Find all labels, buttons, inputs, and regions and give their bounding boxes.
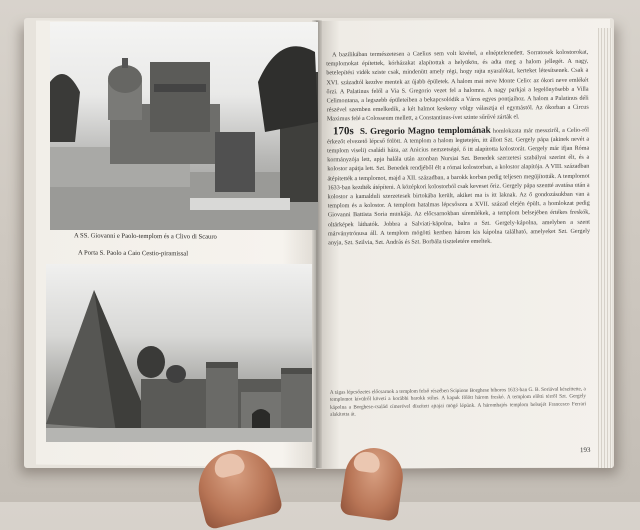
photo-pyramid-porta-san-paolo (46, 264, 312, 442)
photo-caption-top: A SS. Giovanni e Paolo-templom és a Clivo di Scauro (73, 232, 217, 241)
photo-church-santi-giovanni-e-paolo (50, 22, 318, 230)
right-page-text (326, 49, 592, 412)
intro-paragraph: A bazilikában természetesen a Caelius sem volt kivétel, a elnéptelenedett. Sorratosek kolostorokat, templomokat építettek, kórházakat alapítottak a helyükön, és adta meg a halom jellegét. A nagy, betelepítési vidék sziste csak, mindenütt amely régi, hogy rajta nyaralókat, kerteket létesítsenek. Csak a XVI. századtól kezdve mentek az újabb épületek. A halom mai neve Monte Celio: az ókori neve emlékét őrzi. A Palatinus felől a Via S. Gregorio vezet fel a halomra. A nagy parkjai a legelőnyösebb a Villa Celimontana, a legszebb épületeiben a bekapcsolódik a Város egyes pontjaihoz. A halom a Palatinus déli részével szemben emelkedik, a két halmot keskeny völgy választja el egymástól. Az ókorban a Circus Maximus felé a Colosseum mellett, a Constantinus-ívet szinte sűrűvé zárták el. (326, 49, 589, 123)
section-paragraph: homlokzata már messziről, a Celio-ról érkezőt elvezető lépcső fölött. A templom a halom legtetején, itt állott Szt. Gergely pápa (akinek nevét a templom viseli) családi háza, az Anicius nemzetségé, ő itt alapította kolostorát. Gergely már ifjan Róma kormányzója lett, apja halála után azonban Nursiai Szt. Benedek szerzetesi szabályai szerint élt, és a kolostor apátja lett. Szt. Benedek rendjéből élt a római kolostorban, a kolostor alapítója. A VIII. században átépítették a templomot, majd a XII. században, a barokk korban pedig teljesen megújították. A templomot 1633-ban kezdték átépíteni. A középkori kolostorból csak keveset őriz. Gergely pápa szentté avatása után a kolostor a kamalduli szerzetesek birtokába került, akiket ma is itt laknak. Az ő gondozásukban van a templom és a kolostor. A templom hatalmas lépcsősora a XVII. század elején épült, a homlokzat pedig Giovanni Battista Soria munkája. Az előcsarnokban síremlékek, a templom belsejében értékes freskók, oltárképek láthatók. Jobbra a Salviati-kápolna, balra a Szt. Gergely-kápolna, amelyben a szent márványtrónusa áll. A templom mögötti kertben három kis kápolna található, amelyeket Szt. Gergely anyja, Szt. Szilvia, Szt. András és Szt. Borbála tiszteletére emeltek. (327, 127, 591, 247)
page-edges (598, 28, 612, 468)
section-title: S. Gregorio Magno templomának (359, 124, 491, 136)
footnote-text: A tágas lépcsőzetes előcsarnok a templom felső részében Scipione Borghese bíboros 1633-ban G. B. Soriával készíttette, a templomot kívülről követi a korábbi barokk stílus. A kapuk fölött három freskó. A templom előtti térről Szt. Gergely kápolna a Borghese-család címerével díszített ajtajai mögé lépünk. A háromhajós templom belsejét Francesco Ferrari alakította át. (329, 386, 587, 419)
page-number: 193 (579, 445, 591, 455)
photo-caption-bottom: A Porta S. Paolo a Caio Cestio-piramissal (77, 249, 189, 258)
section-number: 170s (332, 124, 354, 137)
